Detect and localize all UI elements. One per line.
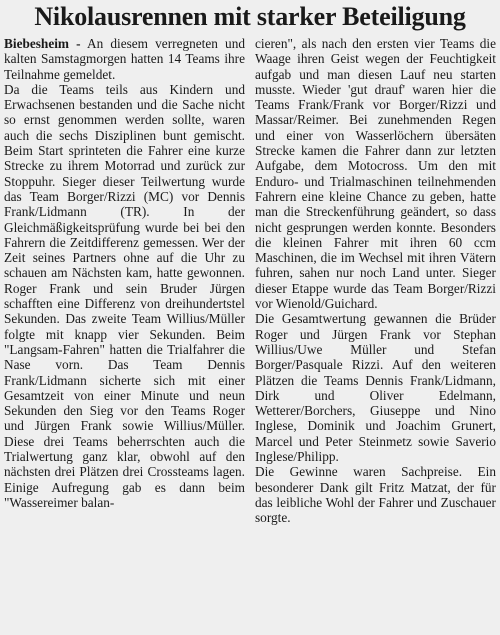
article-paragraph: Da die Teams teils aus Kindern und Erwachsenen bestanden und die Sache nicht so ernst genommen werden sollte, waren auch die sechs Disziplinen bunt gemischt. Beim Start sprinteten die Fahrer eine kurze Strecke zu ihrem Motorrad und zurück zur Stoppuhr. Sieger dieser Teilwertung wurde das Team Borger/Rizzi (MC) vor Dennis Frank/Lidmann (TR). In der Gleichmäßigkeitsprüfung wurde bei bei den Fahrern die Zeitdifferenz gemessen. Wer der Zeit seines Partners ohne auf die Uhr zu schauen am Nächsten kam, hatte gewonnen. Roger Frank und sein Bruder Jürgen schafften eine Differenz von dreihundertstel Sekunden. Das zweite Team Willius/Müller folgte mit knapp vier Sekunden. Beim "Langsam-Fahren" hatten die Trialfahrer die Nase vorn. Das Team Dennis Frank/Lidmann sicherte sich mit einer Gesamtzeit von einer Minute und neun Sekunden den Sieg vor den Teams Roger und Jürgen Frank sowie Willius/Müller. Diese drei Teams beherrschten auch die Trialwertung ganz klar, obwohl auf den nächsten drei Plätzen drei Crossteams lagen. Einige Aufregung gab es dann beim "Wassereimer balan- <box>4 81 245 510</box>
article-column-right <box>255 36 496 526</box>
article-columns <box>4 36 496 526</box>
lead-text: An diesem verregneten und kalten Samstagmorgen hatten 14 Teams ihre Teilnahme gemeldet. <box>4 36 245 82</box>
article-paragraph: Die Gewinne waren Sachpreise. Ein besonderer Dank gilt Fritz Matzat, der für das leibliche Wohl der Fahrer und Zuschauer sorgte. <box>255 464 496 526</box>
dateline: Biebesheim - <box>4 36 81 51</box>
article-headline: Nikolausrennen mit starker Beteiligung <box>34 2 466 31</box>
article-paragraph: cieren", als nach den ersten vier Teams die Waage ihren Geist wegen der Feuchtigkeit aufgab und man diesen Lauf neu starten musste. Wieder 'gut drauf' waren hier die Teams Frank/Frank vor Borger/Rizzi und Massar/Reimer. Bei zunehmenden Regen und einer von Wasserlöchern übersäten Strecke kamen die Fahrer dann zur letzten Aufgabe, dem Motocross. Um den mit Enduro- und Trialmaschinen teilnehmenden Fahrern eine kleine Chance zu geben, hatte man die Streckenführung geändert, so dass nicht gesprungen werden konnte. Besonders die kleinen Fahrer mit ihren 60 ccm Maschinen, die im Wechsel mit ihren Vätern fuhren, sahen nur noch Land unter. Sieger dieser Etappe wurde das Team Borger/Rizzi vor Wienold/Guichard. <box>255 36 496 312</box>
article-paragraph <box>4 36 245 82</box>
article-paragraph: Die Gesamtwertung gewannen die Brüder Roger und Jürgen Frank vor Stephan Willius/Uwe Müller und Stefan Borger/Pasquale Rizzi. Auf den weiteren Plätzen die Teams Dennis Frank/Lidmann, Dirk und Oliver Edelmann, Wetterer/Borchers, Giuseppe und Nino Inglese, Dominik und Joachim Grunert, Marcel und Peter Steinmetz sowie Saverio Inglese/Philipp. <box>255 311 496 465</box>
article-column-left <box>4 36 245 526</box>
